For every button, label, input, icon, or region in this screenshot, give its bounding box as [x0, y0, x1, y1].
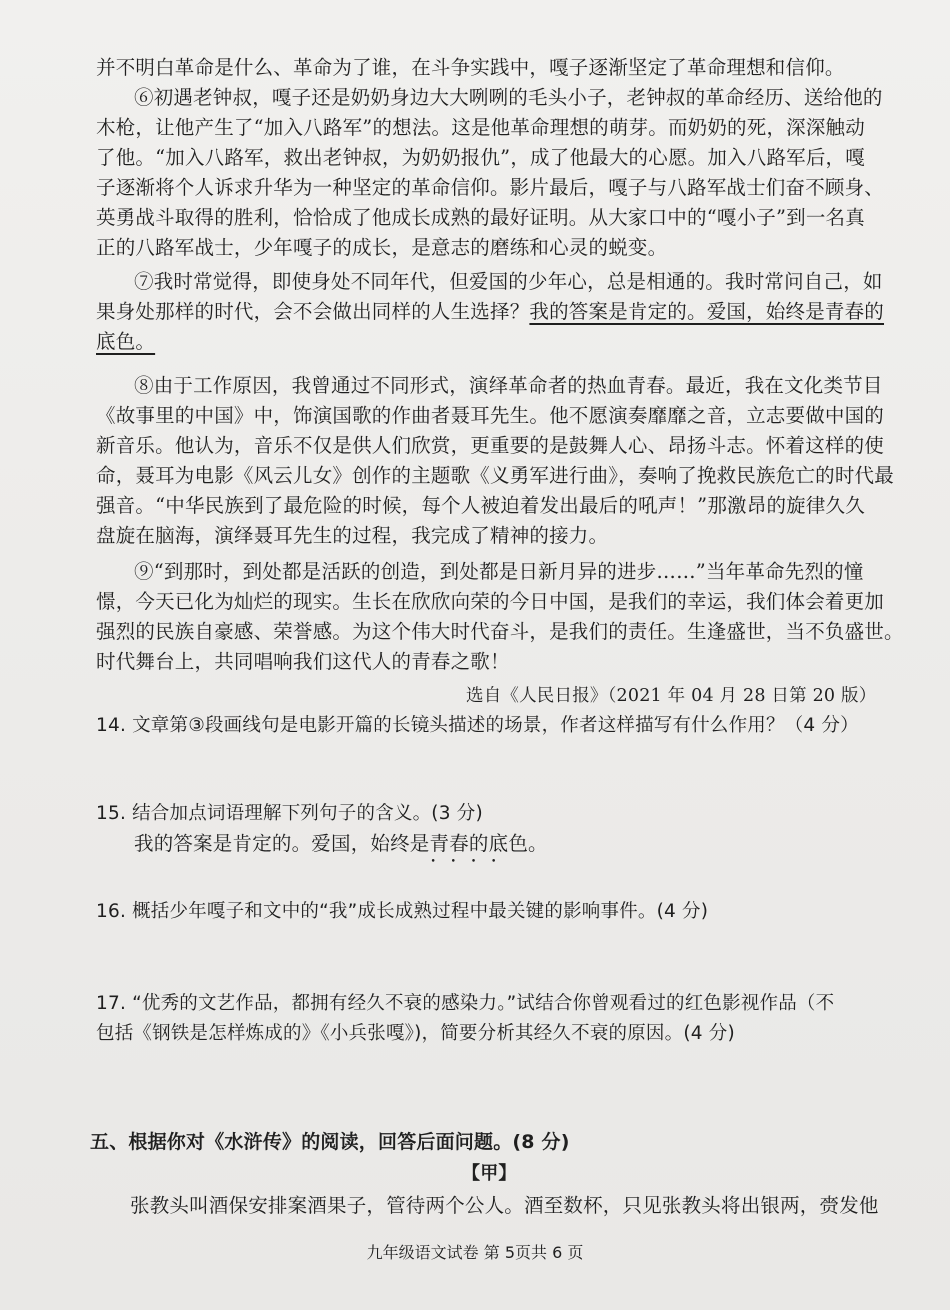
passage-line: ⑥初遇老钟叔，嘎子还是奶奶身边大大咧咧的毛头小子，老钟叔的革命经历、送给他的 [134, 86, 883, 109]
sentence-text: 我的答案是肯定的。爱国，始终是 [134, 832, 430, 855]
question-16: 16. 概括少年嘎子和文中的“我”成长成熟过程中最关键的影响事件。(4 分) [96, 901, 709, 922]
question-17-line1: 17. “优秀的文艺作品，都拥有经久不衰的感染力。”试结合你曾观看过的红色影视作品（不 [96, 993, 835, 1014]
passage-line: 英勇战斗取得的胜利，恰恰成了他成长成熟的最好证明。从大家口中的“嘎小子”到一名真 [96, 206, 865, 229]
sentence-end: 。 [528, 832, 548, 855]
passage-line [96, 298, 884, 326]
passage-line: 木枪，让他产生了“加入八路军”的想法。这是他革命理想的萌芽。而奶奶的死，深深触动 [96, 116, 865, 139]
question-14: 14. 文章第③段画线句是电影开篇的长镜头描述的场景，作者这样描写有什么作用？（4 分） [96, 715, 859, 736]
passage-line: 命，聂耳为电影《风云儿女》创作的主题歌《义勇军进行曲》，奏响了挽救民族危亡的时代最 [96, 464, 894, 487]
passage-line: 新音乐。他认为，音乐不仅是供人们欣赏，更重要的是鼓舞人心、昂扬斗志。怀着这样的使 [96, 434, 885, 457]
section-5-subheading: 【甲】 [462, 1163, 517, 1184]
dotted-emphasis-words: 青春的底色 • • • • [430, 832, 529, 855]
underlined-sentence: 底色。 [96, 330, 156, 353]
passage-line: 正的八路军战士，少年嘎子的成长，是意志的磨练和心灵的蜕变。 [96, 236, 668, 259]
passage-text: 果身处那样的时代，会不会做出同样的人生选择？ [96, 300, 530, 323]
section-5-text: 张教头叫酒保安排案酒果子，管待两个公人。酒至数杯，只见张教头将出银两，赍发他 [130, 1194, 879, 1217]
passage-line: 憬，今天已化为灿烂的现实。生长在欣欣向荣的今日中国，是我们的幸运，我们体会着更加 [96, 590, 885, 613]
passage-line: 强音。“中华民族到了最危险的时候，每个人被迫着发出最后的吼声！”那激昂的旋律久久 [96, 494, 865, 517]
source-citation: 选自《人民日报》（2021 年 04 月 28 日第 20 版） [466, 686, 877, 706]
page-footer: 九年级语文试卷 第 5页共 6 页 [366, 1243, 584, 1262]
passage-line: 子逐渐将个人诉求升华为一种坚定的革命信仰。影片最后，嘎子与八路军战士们奋不顾身、 [96, 176, 885, 199]
question-17-line2: 包括《钢铁是怎样炼成的》《小兵张嘎》)，简要分析其经久不衰的原因。(4 分) [96, 1023, 735, 1044]
passage-line: 盘旋在脑海，演绎聂耳先生的过程，我完成了精神的接力。 [96, 524, 609, 547]
passage-line: 并不明白革命是什么、革命为了谁，在斗争实践中，嘎子逐渐坚定了革命理想和信仰。 [96, 56, 845, 79]
section-5-heading: 五、根据你对《水浒传》的阅读，回答后面问题。(8 分) [90, 1131, 570, 1153]
question-15-sentence [134, 830, 548, 858]
passage-line: 时代舞台上，共同唱响我们这代人的青春之歌！ [96, 650, 510, 673]
question-15: 15. 结合加点词语理解下列句子的含义。(3 分) [96, 803, 483, 824]
passage-line: 强烈的民族自豪感、荣誉感。为这个伟大时代奋斗，是我们的责任。生逢盛世，当不负盛世。 [96, 620, 904, 643]
passage-line: ⑦我时常觉得，即使身处不同年代，但爱国的少年心，总是相通的。我时常问自己，如 [134, 270, 883, 293]
passage-line: 了他。“加入八路军，救出老钟叔，为奶奶报仇”，成了他最大的心愿。加入八路军后，嘎 [96, 146, 865, 169]
passage-line: ⑧由于工作原因，我曾通过不同形式，演绎革命者的热血青春。最近，我在文化类节目 [134, 374, 883, 397]
underlined-sentence: 我的答案是肯定的。爱国，始终是青春的 [529, 300, 885, 323]
passage-line: 《故事里的中国》中，饰演国歌的作曲者聂耳先生。他不愿演奏靡靡之音，立志要做中国的 [96, 404, 885, 427]
passage-line: ⑨“到那时，到处都是活跃的创造，到处都是日新月异的进步……”当年革命先烈的憧 [134, 560, 864, 583]
